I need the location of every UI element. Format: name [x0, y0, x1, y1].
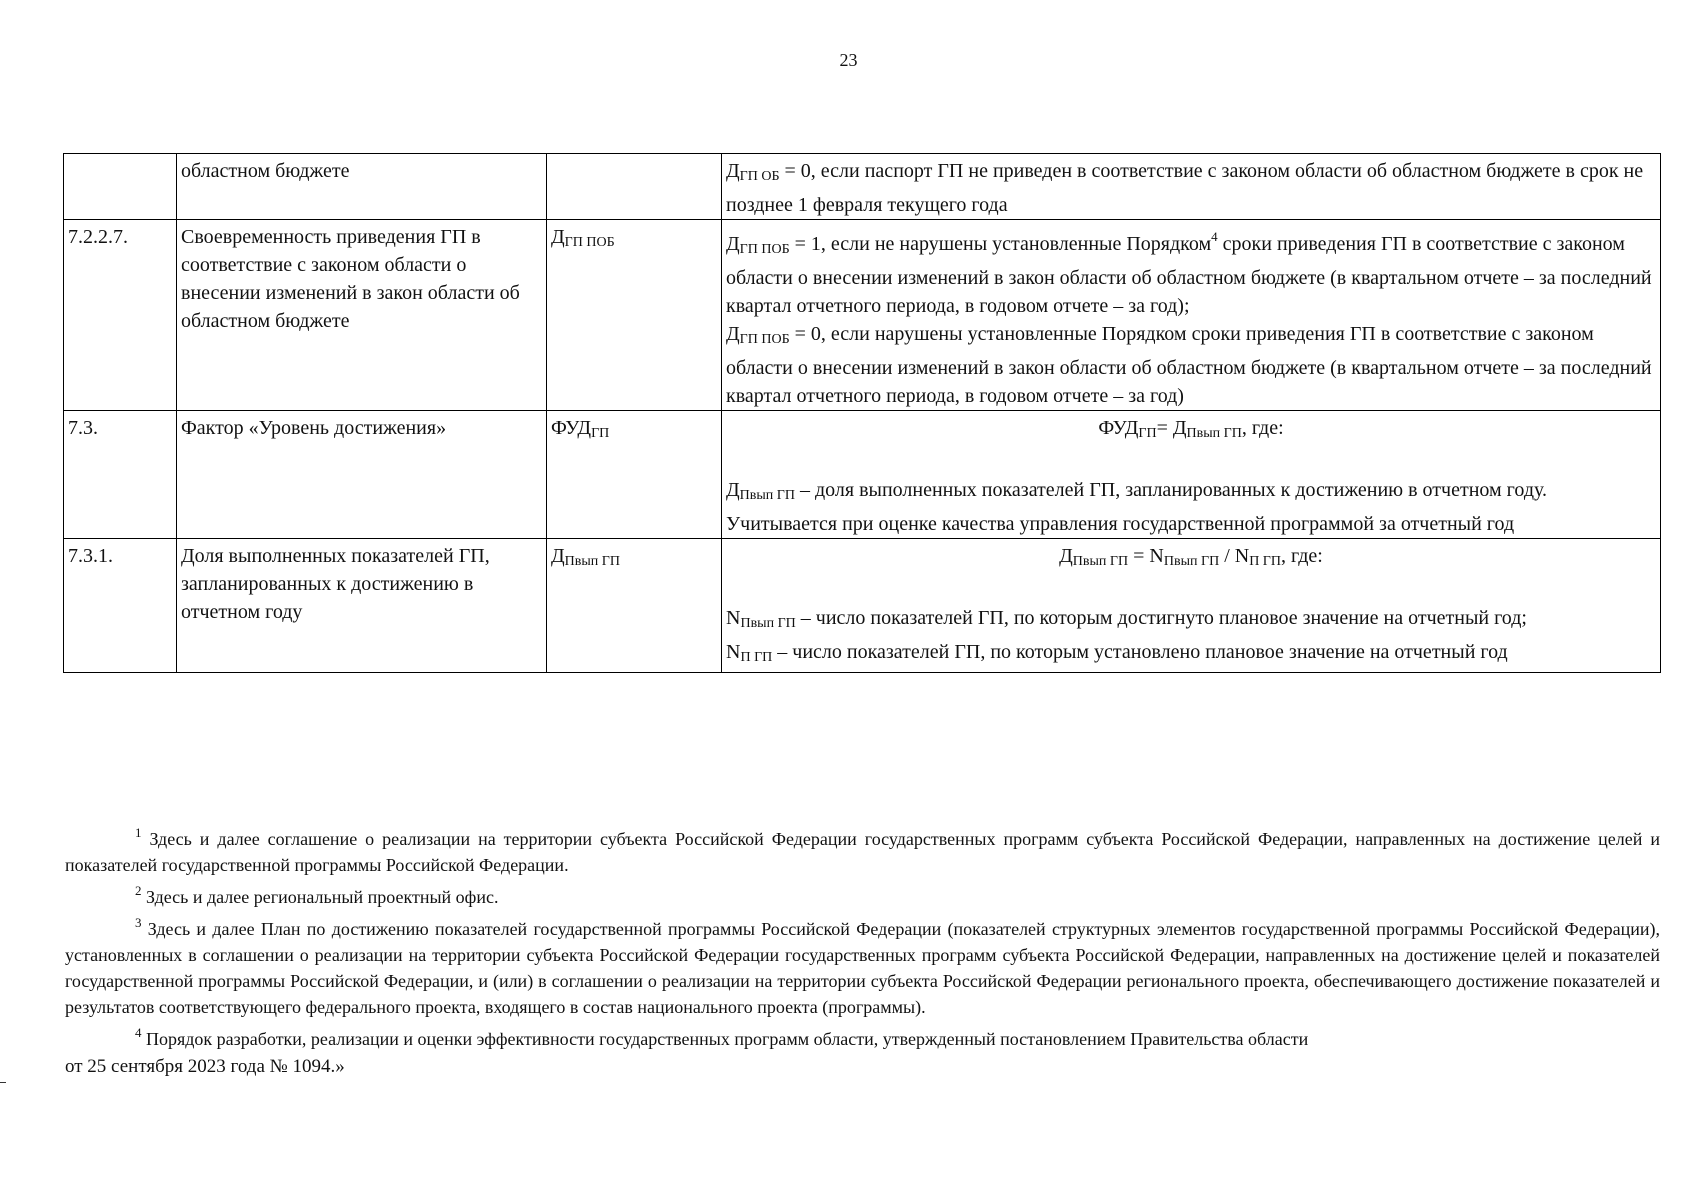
formula-term: $N_{П ГП}$ – число показателей ГП, по которым установлено плановое значение на отчетный год	[726, 641, 1508, 665]
table-row	[64, 154, 1661, 220]
row-number	[64, 154, 177, 220]
row-number: 7.2.2.7.	[64, 220, 177, 411]
footnote: $^4$ Порядок разработки, реализации и оценки эффективности государственных программ области, утвержденный постановлением Правительства области	[135, 1025, 1309, 1049]
footnote: $^1$ Здесь и далее соглашение о реализации на территории субъекта Российской Федерации государственных программ субъекта Российской Федерации, направленных на достижение целей и показателей государственной программы Российской Федерации.	[65, 825, 1660, 875]
margin-mark	[0, 1082, 6, 1083]
indicator-name: Фактор «Уровень достижения»	[177, 411, 547, 539]
indicator-symbol: $Д_{Пвып ГП}$	[547, 539, 722, 673]
page-number: 23	[839, 50, 858, 70]
closing-line: от 25 сентября 2023 года № 1094.»	[65, 1056, 345, 1077]
condition-met: $Д_{ГП ПОБ} = 1$, если не нарушены установленные Порядком$^4$ сроки приведения ГП в соответствие с законом области о внесении изменений в закон области об областном бюджете (в квартальном отчете – за последний квартал отчетного периода, в годовом отчете – за год);	[726, 229, 1652, 317]
indicators-table	[63, 153, 1661, 673]
indicator-name: Доля выполненных показателей ГП, запланированных к достижению в отчетном году	[177, 539, 547, 673]
formula-term: $Д_{Пвып ГП}$ – доля выполненных показателей ГП, запланированных к достижению в отчетном году.	[726, 479, 1547, 503]
indicator-description: $Д_{ГП ОБ} = 0$, если паспорт ГП не приведен в соответствие с законом области об областном бюджете в срок не позднее 1 февраля текущего года	[722, 154, 1661, 220]
indicator-description	[722, 411, 1661, 539]
row-number: 7.3.1.	[64, 539, 177, 673]
table-row	[64, 539, 1661, 673]
indicator-name: Своевременность приведения ГП в соответствие с законом области о внесении изменений в закон области об областном бюджете	[177, 220, 547, 411]
row-number: 7.3.	[64, 411, 177, 539]
footnote: $^2$ Здесь и далее региональный проектный офис.	[135, 883, 499, 907]
indicator-symbol	[547, 154, 722, 220]
formula-note: Учитывается при оценке качества управления государственной программой за отчетный год	[726, 513, 1515, 535]
indicator-name: областном бюджете	[177, 154, 547, 220]
formula-term: $N_{Пвып ГП}$ – число показателей ГП, по которым достигнуто плановое значение на отчетный год;	[726, 607, 1527, 631]
indicator-description	[722, 220, 1661, 411]
footnotes	[65, 820, 1660, 1080]
indicator-symbol: $ФУД_{ГП}$	[547, 411, 722, 539]
footnote: $^3$ Здесь и далее План по достижению показателей государственной программы Российской Федерации (показателей структурных элементов государственной программы Российской Федерации), установленных в соглашении о реализации на территории субъекта Российской Федерации государственных программ субъекта Российской Федерации, направленных на достижение целей и показателей государственной программы Российской Федерации, и (или) в соглашении о реализации на территории субъекта Российской Федерации регионального проекта, обеспечивающего достижение показателей и результатов соответствующего федерального проекта, входящего в состав национального проекта (программы).	[65, 915, 1660, 1017]
table-row	[64, 411, 1661, 539]
condition-violated: $Д_{ГП ПОБ} = 0$, если нарушены установленные Порядком сроки приведения ГП в соответствие с законом области о внесении изменений в закон области об областном бюджете (в квартальном отчете – за последний квартал отчетного периода, в годовом отчете – за год)	[726, 323, 1652, 407]
formula: $Д_{Пвып ГП} = N_{Пвып ГП} / N_{П ГП}$, где:	[1059, 545, 1323, 569]
formula: $ФУД_{ГП}= Д_{Пвып ГП}$, где:	[1098, 417, 1284, 441]
indicator-symbol: $Д_{ГП ПОБ}$	[547, 220, 722, 411]
indicator-description	[722, 539, 1661, 673]
table-row	[64, 220, 1661, 411]
footnote-ref: 4	[1211, 229, 1218, 244]
